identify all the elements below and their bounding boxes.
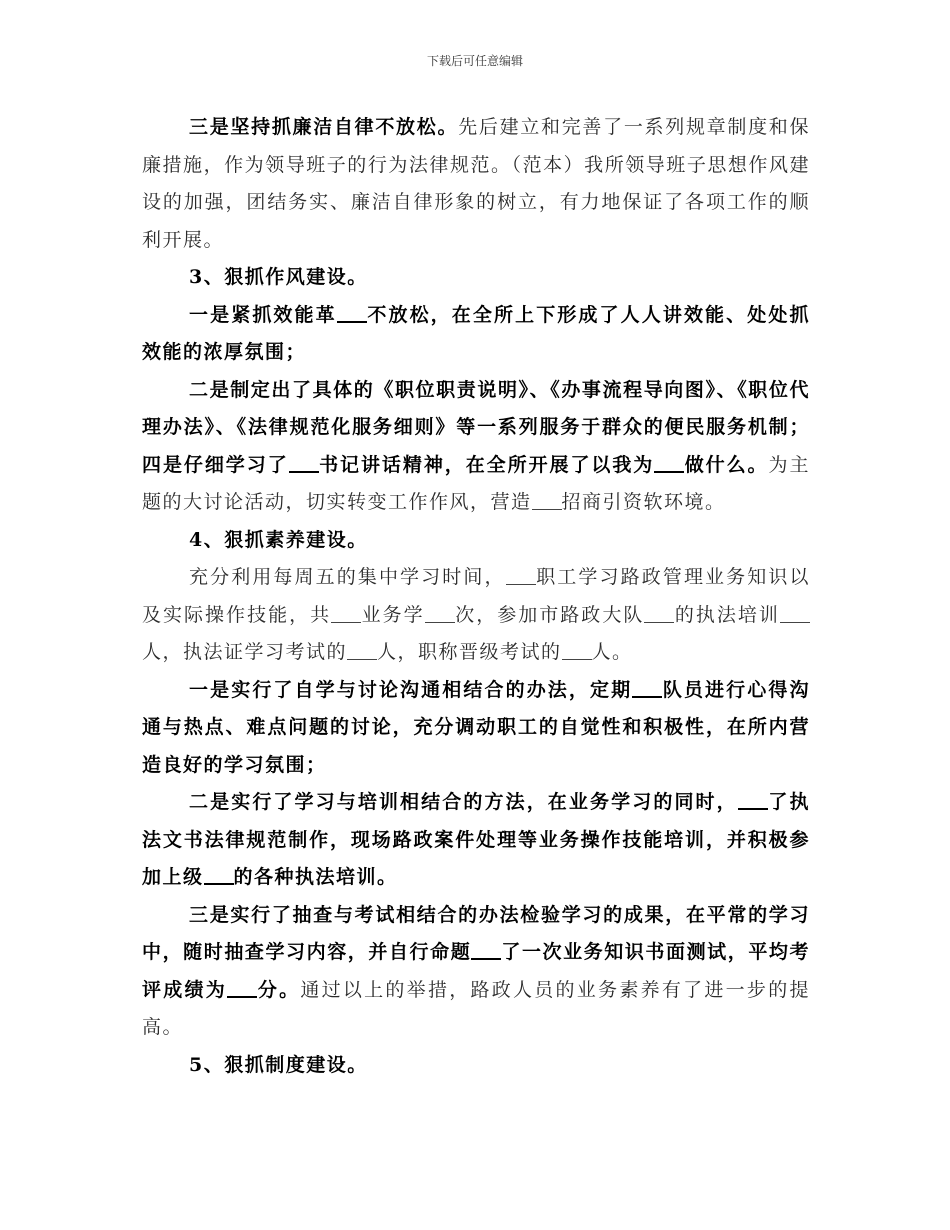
text-run: 人，执法证学习考试的 xyxy=(142,641,348,663)
fill-in-blank xyxy=(532,491,562,510)
paragraph xyxy=(142,672,810,785)
paragraph xyxy=(142,259,810,297)
paragraph xyxy=(142,109,810,259)
text-run: 三是坚持抓廉洁自律不放松。 xyxy=(189,116,459,138)
document-body xyxy=(142,109,810,1084)
text-run: 3、狠抓作风建设。 xyxy=(189,266,368,288)
text-run: 职工学习路政管理业务知识以及实际操作技能，共 xyxy=(142,566,810,626)
fill-in-blank xyxy=(425,604,455,623)
fill-in-blank xyxy=(471,940,501,960)
text-run: 5、狠抓制度建设。 xyxy=(189,1053,368,1076)
text-run: 一是实行了自学与讨论沟通相结合的办法，定期 xyxy=(189,678,633,701)
text-run: 三是实行了抽查与考试相结合的办法检验学习的成果，在平常的学习中，随时抽查学习内容，并自行命题 xyxy=(142,903,810,963)
text-run: 4、狠抓素养建设。 xyxy=(189,528,368,551)
fill-in-blank xyxy=(337,303,367,323)
text-run: 充分利用每周五的集中学习时间， xyxy=(189,566,506,588)
fill-in-blank xyxy=(204,865,234,885)
fill-in-blank xyxy=(644,604,674,623)
text-run: 业务学 xyxy=(361,603,425,626)
text-run: 人。 xyxy=(591,641,633,663)
text-run: 做什么。 xyxy=(684,453,769,476)
fill-in-blank xyxy=(347,641,377,660)
text-run: 次，参加市路政大队 xyxy=(454,603,645,626)
text-run: 二是制定出了具体的《职位职责说明》、《办事流程导向图》、《职位代理办法》、《法律规范化服务细则》等一系列服务于群众的便民服务机制；四是仔细学习了 xyxy=(142,378,810,476)
text-run: 的执法培训 xyxy=(674,603,780,626)
paragraph xyxy=(142,897,810,1047)
text-run: 书记讲话精神，在全所开展了以我为 xyxy=(318,453,655,476)
fill-in-blank xyxy=(331,604,361,623)
fill-in-blank xyxy=(506,566,536,585)
fill-in-blank xyxy=(227,978,257,998)
paragraph xyxy=(142,522,810,560)
text-run: 的各种执法培训。 xyxy=(233,866,398,888)
paragraph xyxy=(142,784,810,897)
text-run: 人，职称晋级考试的 xyxy=(377,641,562,663)
text-run: 通过以上的举措，路政人员的业务素养有了进一步的提高。 xyxy=(142,978,810,1038)
text-run: 了一次业务知识书面测试，平均考评成绩为 xyxy=(142,941,810,1001)
text-run: 二是实行了学习与培训相结合的方法，在业务学习的同时， xyxy=(189,791,738,813)
fill-in-blank xyxy=(632,678,662,698)
text-run: 一是紧抓效能革 xyxy=(189,303,337,326)
fill-in-blank xyxy=(562,641,592,660)
text-run: 为主题的大讨论活动，切实转变工作作风，营造 xyxy=(142,453,810,513)
fill-in-blank xyxy=(738,790,768,810)
paragraph xyxy=(142,1047,810,1085)
paragraph xyxy=(142,559,810,672)
text-run: 了执法文书法律规范制作，现场路政案件处理等业务操作技能培训，并积极参加上级 xyxy=(142,791,810,888)
text-run: 招商引资软环境。 xyxy=(561,491,726,513)
text-run: 不放松，在全所上下形成了人人讲效能、处处抓效能的浓厚氛围； xyxy=(142,303,810,363)
paragraph xyxy=(142,297,810,372)
fill-in-blank xyxy=(654,453,684,473)
paragraph xyxy=(142,372,810,522)
text-run: 队员进行心得沟通与热点、难点问题的讨论，充分调动职工的自觉性和积极性，在所内营造良好的学习氛围； xyxy=(142,678,810,776)
fill-in-blank xyxy=(289,453,319,473)
text-run: 先后建立和完善了一系列规章制度和保廉措施，作为领导班子的行为法律规范。（范本）我所领导班子思想作风建设的加强，团结务实、廉洁自律形象的树立，有力地保证了各项工作的顺利开展。 xyxy=(142,116,810,251)
page-header: 下载后可任意编辑 xyxy=(426,54,523,68)
fill-in-blank xyxy=(780,604,810,623)
text-run: 分。 xyxy=(257,978,301,1001)
